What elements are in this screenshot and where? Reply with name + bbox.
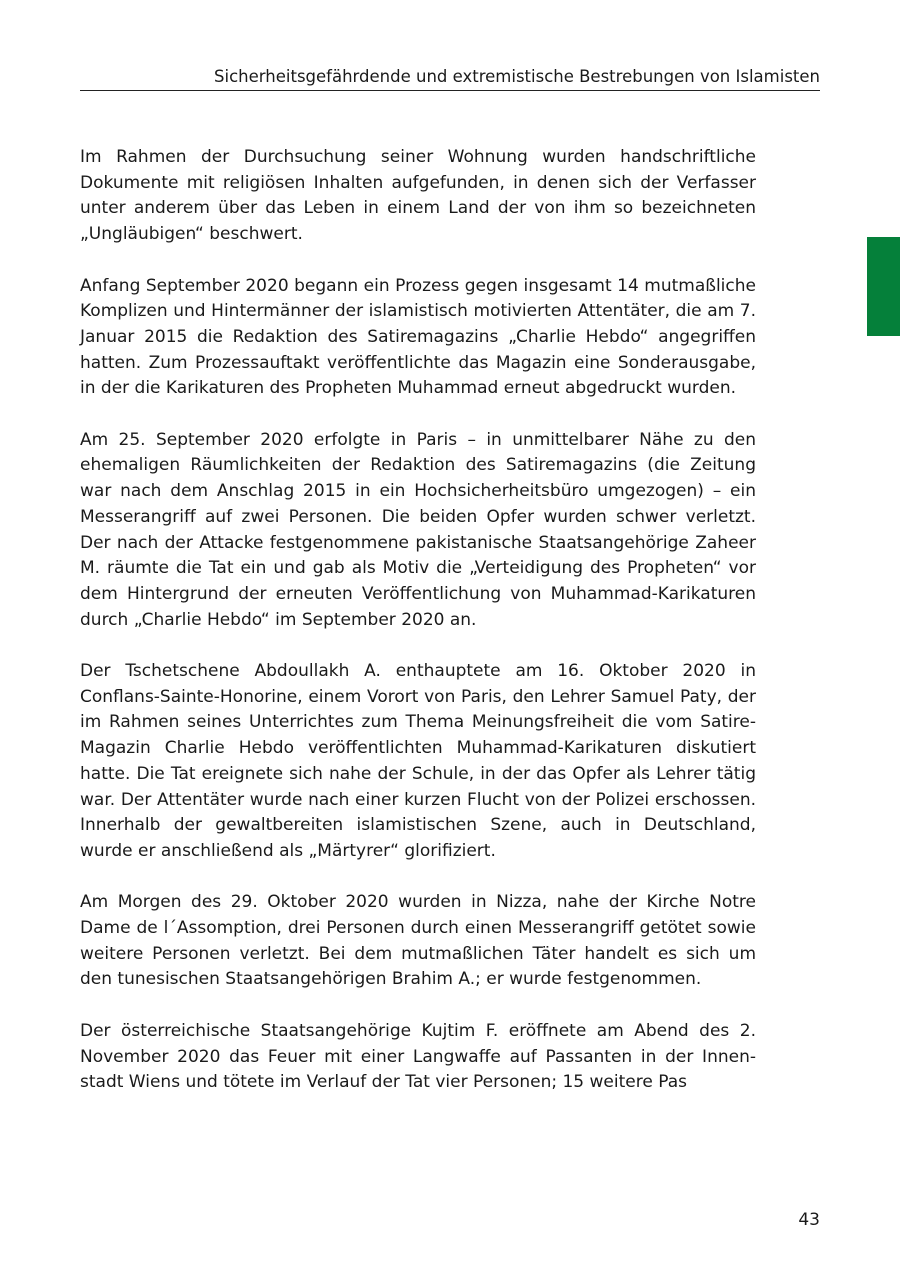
paragraph: Am 25. September 2020 erfolgte in Paris – in unmittelbarer Nähe zu den ehemaligen Räumlichkeiten der Redaktion des Satiremagazins (die Zeitung war nach dem Anschlag 2015 in ein Hochsicherheitsbüro umgezogen) – ein Messerangriff auf zwei Personen. Die beiden Opfer wurden schwer verletzt. Der nach der Attacke festgenommene pakistanische Staatsangehörige Zaheer M. räumte die Tat ein und gab als Motiv die „Verteidigung des Propheten“ vor dem Hintergrund der erneuten Veröffentlichung von Muhammad-Karikaturen durch „Charlie Hebdo“ im September 2020 an. <box>80 429 756 630</box>
page-number: 43 <box>798 1210 820 1230</box>
body-text <box>80 145 756 1122</box>
header-rule <box>80 90 820 91</box>
paragraph: Anfang September 2020 begann ein Prozess gegen insgesamt 14 mutmaßliche Komplizen und Hintermänner der islamistisch motivierten Attentäter, die am 7. Januar 2015 die Redaktion des Satiremagazins „Charlie Hebdo“ angegriffen hatten. Zum Prozessauftakt veröffentlichte das Magazin eine Sonderausgabe, in der die Karikaturen des Propheten Muhammad erneut abgedruckt wurden. <box>80 275 756 399</box>
paragraph: Der Tschetschene Abdoullakh A. enthauptete am 16. Oktober 2020 in Conflans-Sainte-Honorine, einem Vorort von Paris, den Lehrer Samuel Paty, der im Rahmen seines Unterrichtes zum Thema Meinungsfreiheit die vom Satire-Magazin Charlie Hebdo veröffentlichten Muhammad-Karikaturen diskutiert hatte. Die Tat ereignete sich nahe der Schule, in der das Opfer als Lehrer tätig war. Der Attentäter wurde nach einer kurzen Flucht von der Polizei erschossen. Innerhalb der gewaltbereiten islamistischen Szene, auch in Deutschland, wurde er anschließend als „Märtyrer“ glorifiziert. <box>80 661 756 861</box>
paragraph: Im Rahmen der Durchsuchung seiner Wohnung wurden handschriftliche Dokumente mit religiösen Inhalten aufgefunden, in denen sich der Verfasser unter anderem über das Leben in einem Land der von ihm so bezeichneten „Ungläubigen“ beschwert. <box>80 147 756 245</box>
paragraph: Am Morgen des 29. Oktober 2020 wurden in Nizza, nahe der Kirche Notre Dame de l´Assomption, drei Personen durch einen Messerangriff getötet sowie weitere Personen verletzt. Bei dem mutmaßlichen Täter handelt es sich um den tunesischen Staatsangehörigen Brahim A.; er wurde festgenommen. <box>80 892 756 990</box>
section-color-tab <box>867 237 900 336</box>
paragraph: Der österreichische Staatsangehörige Kujtim F. eröffnete am Abend des 2. November 2020 das Feuer mit einer Langwaffe auf Passanten in der Innenstadt Wiens und tötete im Verlauf der Tat vier Personen; 15 weitere Pas <box>80 1020 756 1093</box>
running-header: Sicherheitsgefährdende und extremistische Bestrebungen von Islamisten <box>214 67 820 86</box>
